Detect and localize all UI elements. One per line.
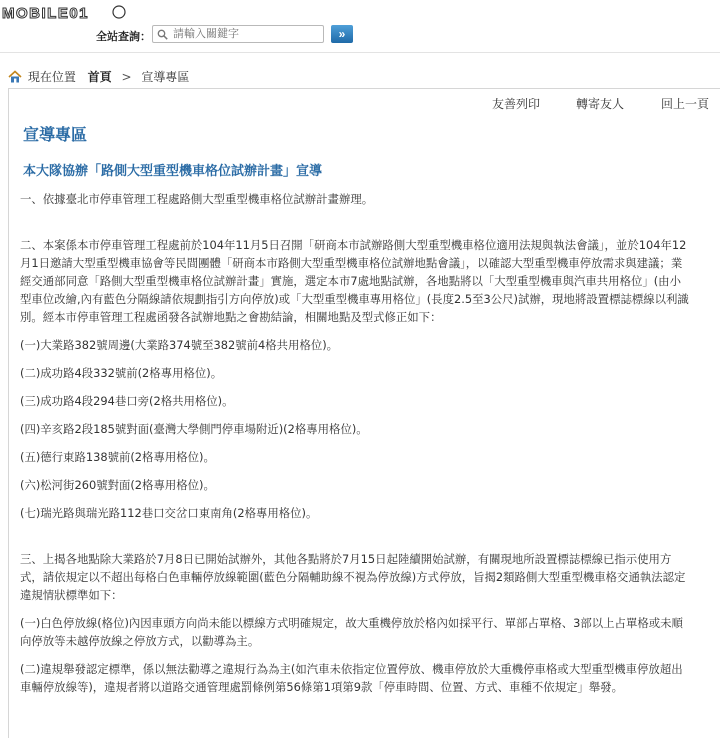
breadcrumb-home-link[interactable]: 首頁: [87, 70, 112, 84]
search-input[interactable]: [173, 26, 321, 42]
magnifier-icon: [157, 29, 168, 40]
location-item-1: (一)大業路382號周邊(大業路374號至382號前4格共用格位)。: [20, 338, 339, 352]
breadcrumb-current-label: 現在位置: [27, 70, 76, 84]
section-title: 宣導專區: [23, 125, 88, 144]
print-link[interactable]: 友善列印: [492, 97, 541, 111]
breadcrumb-separator: >: [121, 69, 132, 84]
location-item-5: (五)德行東路138號前(2格專用格位)。: [20, 450, 215, 464]
rule-item-1: (一)白色停放線(格位)內因車頭方向尚未能以標線方式明確規定，故大重機停放於格內如採平行、單部占單格、3部以上占單格或未順向停放等未越停放線之停放方式，以勸導為主。: [20, 616, 683, 648]
search-button[interactable]: [331, 25, 353, 43]
forward-link[interactable]: 轉寄友人: [576, 97, 625, 111]
location-item-6: (六)松河街260號對面(2格專用格位)。: [20, 478, 215, 492]
back-link[interactable]: 回上一頁: [661, 97, 710, 111]
header-divider: [0, 52, 720, 53]
article-title: 本大隊協辦「路側大型重型機車格位試辦計畫」宣導: [23, 164, 323, 179]
location-item-3: (三)成功路4段294巷口旁(2格共用格位)。: [20, 394, 234, 408]
paragraph-1: 一、依據臺北市停車管理工程處路側大型重型機車格位試辦計畫辦理。: [20, 192, 374, 206]
breadcrumb-current-page: 宣導專區: [141, 70, 190, 84]
breadcrumb: [8, 68, 189, 84]
site-logo-text: MOBILE01: [2, 5, 90, 22]
paragraph-3: 三、上揭各地點除大業路於7月8日已開始試辦外，其他各點將於7月15日起陸續開始試辦，有關現地所設置標誌標線已指示使用方式，請依規定以不超出每格白色車輛停放線範圍(藍色分隔輔助線不視為停放線)方式停放，旨揭2類路側大型重型機車格交通執法認定違規情狀標準如下：: [20, 552, 686, 602]
rule-item-2: (二)違規舉發認定標準，係以無法勸導之違規行為為主(如汽車未依指定位置停放、機車停放於大重機停車格或大型重型機車停放超出車輛停放線等)，違規者將以道路交通管理處罰條例第56條第1項第9款「停車時間、位置、方式、車種不依規定」舉發。: [20, 662, 683, 694]
search-label: 全站查詢：: [96, 30, 151, 43]
double-chevron-right-icon: »: [338, 27, 346, 41]
home-icon: [8, 70, 22, 83]
article-body: [20, 190, 692, 696]
site-logo[interactable]: [2, 2, 126, 24]
search-box[interactable]: [152, 25, 324, 43]
location-item-2: (二)成功路4段332號前(2格專用格位)。: [20, 366, 223, 380]
paragraph-2: 二、本案係本市停車管理工程處前於104年11月5日召開「研商本市試辦路側大型重型機車格位適用法規與執法會議」，並於104年12月1日邀請大型重型機車協會等民間團體「研商本市路側大型重型機車格位試辦地點會議」，以確認大型重型機車停放需求與建議；業經交通部同意「路側大型重型機車格位試辦計畫」實施，選定本市7處地點試辦，各地點將以「大型重型機車與汽車共用格位」(由小型車位改繪,內有藍色分隔線請依規劃指引方向停放)或「大型重型機車專用格位」(長度2.5至3公尺)試辦，現地將設置標誌標線以利識別。經本市停車管理工程處函發各試辦地點之會勘結論，相關地點及型式修正如下：: [20, 238, 689, 324]
location-item-7: (七)瑞光路與瑞光路112巷口交岔口東南角(2格專用格位)。: [20, 506, 318, 520]
location-item-4: (四)辛亥路2段185號對面(臺灣大學側門停車場附近)(2格專用格位)。: [20, 422, 368, 436]
